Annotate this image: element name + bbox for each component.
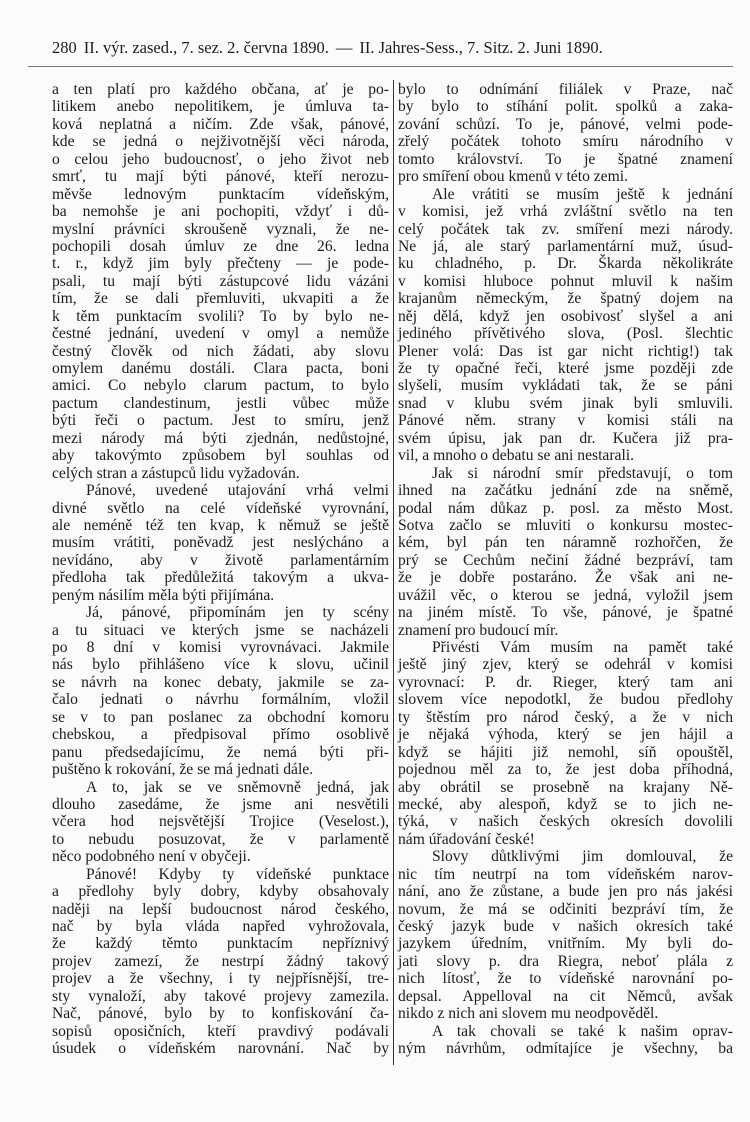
text-line: myslní právníci skroušeně vyznali, že ne- [52, 220, 389, 238]
text-line: sty vynaloží, aby takové projevy zamezila. [52, 987, 389, 1005]
text-line: mezi národy má býti zjednán, nedůstojné, [52, 429, 389, 447]
text-line: kde se jedná o nejživotnější věci národa, [52, 133, 389, 151]
text-line: když se hájiti již nemohl, síň opouštěl, [398, 743, 733, 761]
text-line: vyrovnací: P. dr. Rieger, který tam ani [398, 673, 733, 691]
column-divider [393, 80, 394, 1065]
text-line: podal nám důkaz p. posl. za město Most. [398, 499, 733, 517]
text-line: amici. Co nebylo clarum pactum, to bylo [52, 377, 389, 395]
text-line: čestné jednání, uvedení v omyl a nemůže [52, 325, 389, 343]
text-line: Ale vrátiti se musím ještě k jednání [432, 185, 733, 203]
text-line: omylem danému dostáli. Clara pacta, boni [52, 360, 389, 377]
text-line: ku chladného, p. Dr. Škarda několikráte [398, 255, 733, 273]
text-line: a ten platí pro každého občana, ať je po- [52, 81, 389, 98]
text-line: nich lítosť, že to vídeňské narovnání po- [398, 970, 733, 988]
text-line: Plener volá: Das ist gar nicht richtig!) tak [398, 342, 733, 360]
text-line: jazykem úředním, vnitřním. My byli do- [398, 935, 733, 953]
text-line: Jak si národní smír představují, o tom [432, 464, 733, 482]
text-line: zování schůzí. To je, pánové, velmi pode- [398, 115, 733, 133]
text-line: celý počátek tak zv. smíření mezi národy. [398, 220, 733, 238]
text-line: depsal. Appelloval na cit Němců, avšak [398, 987, 733, 1005]
text-line: znamení pro budoucí mír. [398, 621, 559, 639]
text-line: smrť, tu mají býti pánové, kteří nerozu- [52, 168, 389, 186]
text-line: v komisi, jež vrhá zvláštní světlo na ten [398, 203, 733, 221]
text-line: ba nemohše je ani pochopiti, vždyť i dů- [52, 203, 389, 221]
text-line: nás bylo přihlášeno více k slovu, učinil [52, 656, 389, 674]
text-line: A to, jak se ve sněmovně jedná, jak [86, 778, 389, 796]
text-line: to nebudu posuzovat, že v parlamentě [52, 830, 389, 848]
text-line: tím, že se dali přemluviti, ukvapiti a že [52, 290, 389, 308]
text-line: Pánové! Kdyby ty vídeňské punktace [86, 865, 389, 883]
text-line: musím vrátiti, poněvadž jest neslýcháno a [52, 534, 389, 552]
text-line: tomto království. To je špatné znamení [398, 150, 733, 168]
text-line: že je dobře postaráno. Že však ani ne- [398, 569, 733, 587]
text-line: vil, a mnoho o debatu se ani nestarali. [398, 447, 635, 465]
text-line: bylo to odnímání filiálek v Praze, nač [398, 81, 733, 98]
text-line: Nač, pánové, bylo by to konfiskování ča- [52, 1005, 389, 1023]
text-line: slovem více nepodotkl, že budou předlohy [398, 691, 733, 709]
text-line: nání, ano že zůstane, a bude jen pro nás jakési [398, 883, 733, 901]
text-line: nic tím neutrpí na tom vídeňském narov- [398, 865, 733, 883]
text-line: prý se Cechům nečiní žádné bezpráví, tam [398, 551, 733, 569]
text-line: celých stran a zástupců lidu vyžadován. [52, 464, 300, 482]
text-line: panu předsedajícímu, že nemá býti při- [52, 743, 389, 761]
text-line: zřelý počátek tohoto smíru národního v [398, 133, 733, 151]
text-line: ale neméně též ten kvap, k němuž se ještě [52, 516, 389, 534]
text-line: slyšeli, musím vykládati tak, že se páni [398, 377, 733, 395]
text-line: sopisů oposičních, kteří pravdivý podávali [52, 1022, 389, 1040]
text-line: Slovy důtklivými jim domlouval, že [432, 848, 733, 866]
text-line: ještě jiný zjev, který se odehrál v komisi [398, 656, 733, 674]
text-line: Pánové, uvedené utajování vrhá velmi [86, 482, 389, 500]
text-line: pochopili dosah úmluv ze dne 26. ledna [52, 237, 389, 255]
text-line: snad v klubu svém jinak byli smluvili. [398, 394, 733, 412]
text-line: býti řeči o pactum. Jest to smíru, jenž [52, 412, 389, 430]
text-line: Ne já, ale starý parlamentární muž, úsud- [398, 237, 733, 255]
text-line: je nějaká výhoda, který se jen hájil a [398, 726, 733, 744]
text-line: Přivésti Vám musím na pamět také [432, 639, 733, 656]
text-line: nevídáno, aby v životě parlamentárním [52, 551, 389, 569]
left-column [52, 81, 389, 1058]
text-line: měvše lednovým punktacím vídeňským, [52, 185, 389, 203]
header-rule [28, 66, 733, 67]
text-line: psali, tu mají býti zástupcové lidu vázáni [52, 272, 389, 290]
right-column [398, 81, 733, 1058]
text-line: Já, pánové, připomínám jen ty scény [86, 604, 389, 622]
text-line: ným návrhům, odmítajíce je všechny, ba [398, 1040, 733, 1058]
text-line: v komisi hluboce pohnut mluvil k našim [398, 272, 733, 290]
text-line: a předlohy byly dobry, kdyby obsahovaly [52, 883, 389, 901]
text-line: k těm punktacím svolili? To by bylo ne- [52, 307, 389, 325]
text-line: projev zamezí, že nestrpí žádný takový [52, 952, 389, 970]
text-line: nikdo z nich ani slovem mu neodpověděl. [398, 1005, 659, 1023]
text-line: že ty opačné řeči, které jsme později zde [398, 360, 733, 377]
header-czech: II. výr. zased., 7. sez. 2. června 1890. [83, 38, 329, 57]
text-line: a tu situaci ve kterých jsme se nacházeli [52, 621, 389, 639]
text-line: český jazyk bude v našich okresích také [398, 918, 733, 935]
text-line: divné světlo na celé vídeňské vyrovnání, [52, 499, 389, 517]
text-line: nám úřadování české! [398, 830, 535, 848]
text-line: úsudek o vídeňském narovnání. Nač by [52, 1040, 389, 1058]
text-line: o celou jeho budoucnosť, o jeho život neb [52, 150, 389, 168]
text-line: novum, že má se odčiniti bezpráví tím, že [398, 900, 733, 918]
text-line: předloha tak předůležitá takovým a ukva- [52, 569, 389, 587]
text-line: puštěno k rokování, že se má jednati dále. [52, 761, 314, 779]
text-line: dlouho zasedáme, že jsme ani nesvětili [52, 795, 389, 813]
text-line: pro smíření obou kmenů v této zemi. [398, 168, 628, 186]
text-line: chebskou, a předpisoval přímo osoblivě [52, 726, 389, 744]
text-line: t. r., když jim byly přečteny — je pode- [52, 255, 389, 273]
text-line: uvážil věc, o kterou se jedná, vyložil jsem [398, 586, 733, 604]
text-line: jati slovy p. dra Riegra, neboť plála z [398, 952, 733, 970]
text-line: ihned na začátku jednání zde na sněmě, [398, 482, 733, 500]
text-line: že každý těmto punktacím nepříznivý [52, 935, 389, 953]
text-line: aby obrátil se prosebně na krajany Ně- [398, 778, 733, 796]
text-line: pojednou měl za to, že jest doba příhodná, [398, 761, 733, 779]
text-line: aby takovýmto způsobem byl souhlas od [52, 447, 389, 465]
text-line: A tak chovali se také k našim oprav- [432, 1022, 733, 1040]
text-line: se v to pan poslanec za obchodní komoru [52, 708, 389, 726]
text-line: čalo jednati o návrhu formálním, vložil [52, 691, 389, 709]
text-line: týká, v našich českých okresích dovolili [398, 813, 733, 831]
text-line: ty štěstím pro národ český, a že v nich [398, 708, 733, 726]
text-line: by bylo to stíhání polit. spolků a zaka- [398, 98, 733, 116]
text-line: kém, byl pán ten náramně rozhořčen, že [398, 534, 733, 552]
text-line: Pánové něm. strany v komisi stáli na [398, 412, 733, 430]
text-line: krajanům německým, že špatný dojem na [398, 290, 733, 308]
text-line: projev a že všechny, i ty nejpřísnější, tre- [52, 970, 389, 988]
page-number: 280 [52, 38, 77, 57]
text-line: něco podobného není v obyčeji. [52, 848, 251, 866]
text-line: na jiném místě. To vše, pánové, je špatné [398, 604, 733, 622]
text-line: svém úpisu, jak pan dr. Kučera již pra- [398, 429, 733, 447]
text-line: po 8 dní v komisi vyrovnávaci. Jakmile [52, 639, 389, 656]
text-line: pactum clandestinum, jestli vůbec může [52, 394, 389, 412]
text-line: naději na lepší budoucnost národ českého, [52, 900, 389, 918]
text-line: něj dělá, když jen osobivosť slyšel a ani [398, 307, 733, 325]
text-line: Sotva začlo se mluviti o konkursu mostec- [398, 516, 733, 534]
text-line: mecké, aby alespoň, když se to jich ne- [398, 795, 733, 813]
text-line: včera hod nejsvětější Trojice (Veselost.), [52, 813, 389, 831]
text-line: jediného přívětivého slova, (Posl. šlechtic [398, 325, 733, 343]
text-line: litikem anebo nepolitikem, je úmluva ta- [52, 98, 389, 116]
text-line: se návrh na konec debaty, jakmile se za- [52, 673, 389, 691]
running-header [52, 38, 734, 60]
text-line: čestný člověk od nich žádati, aby slovu [52, 342, 389, 360]
text-line: ková neplatná a ničím. Zde však, pánové, [52, 115, 389, 133]
header-german: II. Jahres-Sess., 7. Sitz. 2. Juni 1890. [359, 38, 603, 57]
text-line: nač by byla vláda napřed vyhrožovala, [52, 918, 389, 935]
header-dash: — [335, 38, 353, 57]
text-line: peným násilím měla býti přijímána. [52, 586, 275, 604]
